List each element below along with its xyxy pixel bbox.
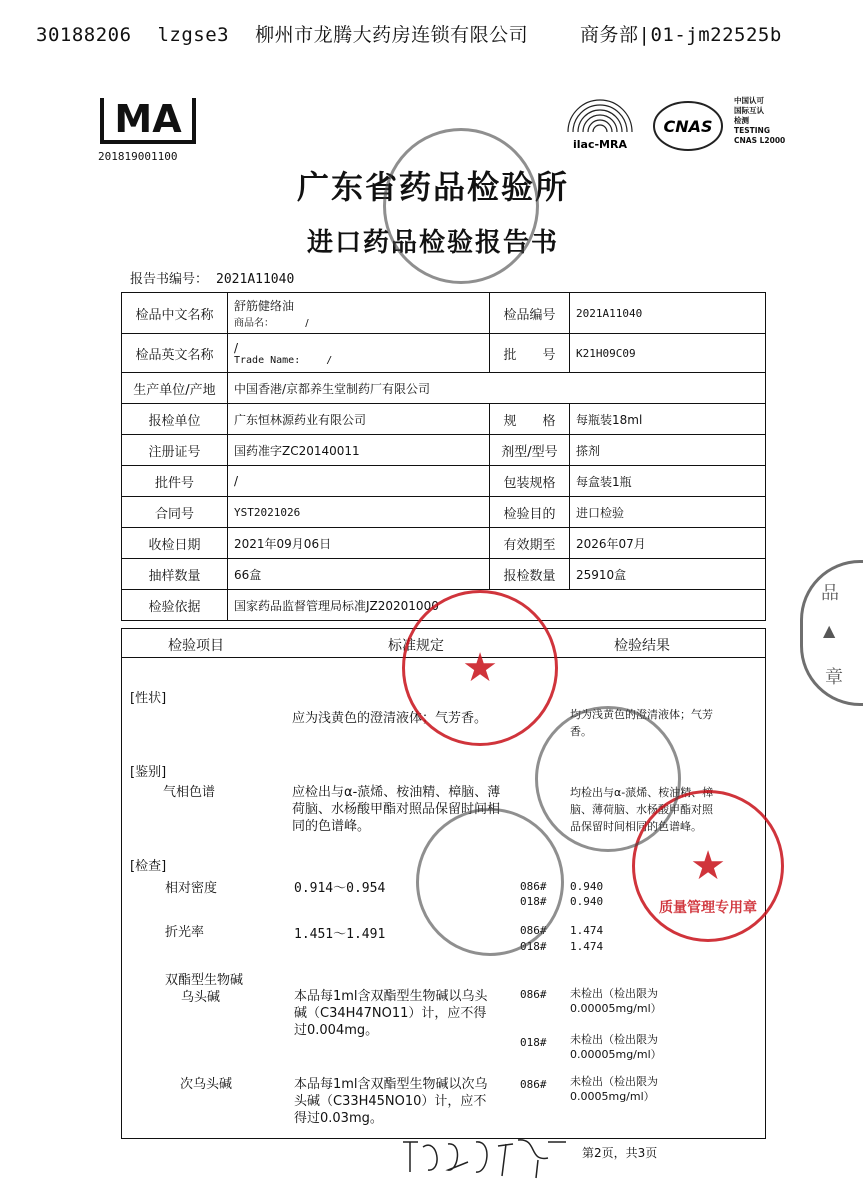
company-seal-gray-2: [416, 808, 564, 956]
report-number: 报告书编号： 2021A11040: [130, 272, 295, 287]
header-company: 柳州市龙腾大药房连锁有限公司: [255, 24, 529, 46]
cma-logo: MA: [100, 98, 196, 144]
gc-result: 均检出与α-蒎烯、桉油精、樟脑、薄荷脑、水杨酸甲酯对照品保留时间相同的色谱峰。: [570, 786, 714, 833]
hypaconitine-label: 次乌头碱: [180, 1077, 233, 1092]
page-title: 广东省药品检验所: [296, 168, 569, 206]
cma-number: 201819001100: [98, 150, 178, 163]
header-code: 30188206: [36, 24, 132, 46]
quality-management-seal: ★ 质量管理专用章: [632, 790, 784, 942]
hypaconitine-standard: 本品每1ml含双酯型生物碱以次乌头碱（C33H45NO10）计，应不得过0.03mg。: [294, 1077, 488, 1126]
gc-label: 气相色谱: [163, 785, 216, 800]
handwritten-signature: [398, 1132, 578, 1182]
header-dept: 商务部|01-jm22525b: [580, 24, 782, 46]
info-table: 检品中文名称 舒筋健络油 商品名： / 检品编号 2021A11040 检品英文名称 / Trade Name: / 批 号 K21H09C09 生产单位/产地 中国香港/京都养生堂制药厂有限公司 报检单位 广东恒林源药业有限公司 规 格 每瓶装18ml 注册证号 国药准字ZC20140011 剂型/型号 搽剂 批件号 / 包装规格 每盒装1瓶 合同号 YST2021026 检验目的 进口检验 收检日期 2021年09月06日 有效期至 2026年07月 抽样数量 66盒 报检数量 25910盒 检验依据 国家药品监督管理局标准JZ20201000: [121, 292, 766, 621]
alkaloid-label: 双酯型生物碱 乌头碱: [165, 973, 244, 1005]
section-nature: [性状]: [130, 691, 167, 706]
gc-standard: 应检出与α-蒎烯、桉油精、樟脑、薄荷脑、水杨酸甲酯对照品保留时间相同的色谱峰。: [292, 785, 501, 834]
page-subtitle: 进口药品检验报告书: [306, 228, 559, 258]
company-seal-red: ★: [402, 590, 558, 746]
refractive-label: 折光率: [165, 925, 205, 940]
cnas-caption: 中国认可 国际互认 检测 TESTING CNAS L2000: [734, 96, 786, 145]
results-header: 检验项目 标准规定 检验结果: [121, 628, 766, 658]
page-number: 第2页，共3页: [582, 1146, 658, 1160]
cnas-text: CNAS: [663, 117, 713, 136]
nature-result: 均为浅黄色的澄清液体；气芳香。: [570, 708, 713, 738]
cnas-logo: [652, 100, 724, 152]
section-ident: [鉴别]: [130, 765, 167, 780]
company-seal-gray-1: [535, 706, 681, 852]
density-standard: 0.914～0.954: [294, 881, 386, 896]
top-header: [36, 20, 796, 47]
alkaloid-standard: 本品每1ml含双酯型生物碱以乌头碱（C34H47NO11）计，应不得过0.004mg。: [294, 989, 488, 1038]
institute-seal: [383, 128, 539, 284]
edge-seal-fragment: 品 ▲ 章: [800, 560, 863, 706]
refractive-standard: 1.451～1.491: [294, 927, 386, 942]
section-check: [检查]: [130, 859, 167, 874]
density-label: 相对密度: [165, 881, 218, 896]
nature-standard: 应为浅黄色的澄清液体；气芳香。: [292, 711, 488, 726]
ilac-mra-logo: [560, 88, 640, 168]
header-user: lzgse3: [157, 24, 230, 46]
ilac-text: ilac-MRA: [573, 138, 627, 151]
